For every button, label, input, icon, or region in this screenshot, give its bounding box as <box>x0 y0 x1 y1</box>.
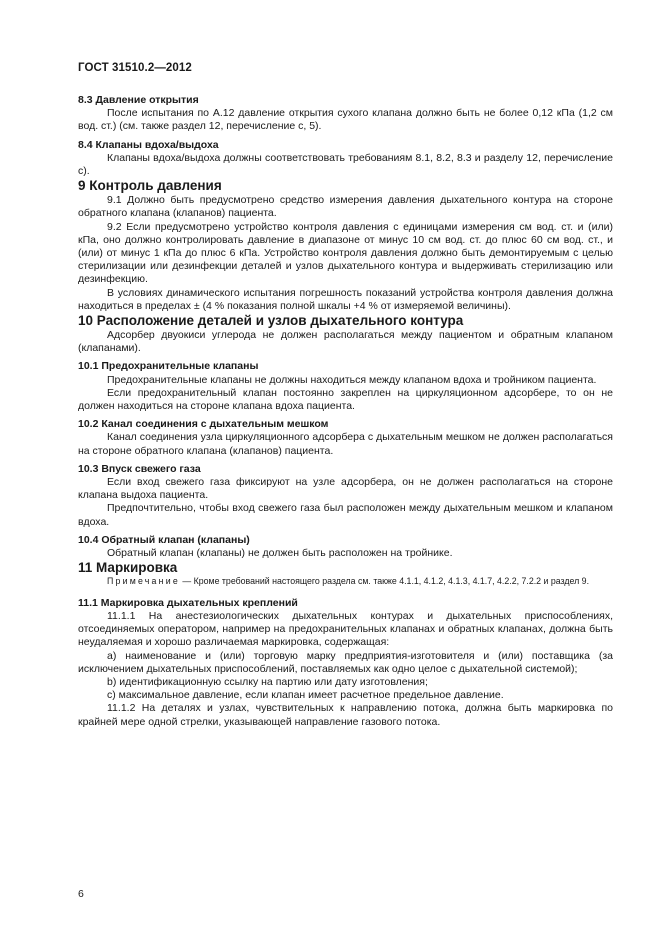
paragraph-10-1-a: Предохранительные клапаны не должны находиться между клапаном вдоха и тройником пациента. <box>107 373 597 386</box>
paragraph-9-2: 9.2 Если предусмотрено устройство контроля давления с единицами измерения см вод. ст. и (или) кПа, оно должно контролировать давление в диапазоне от минус 10 см вод. ст. до плюс 60 см вод. ст., и (или) от минус 1 кПа до плюс 6 кПа. Устройство контроля давления должно быть демонтируемым с целью стерилизации или дезинфекции деталей и узлов дыхательного контура и выдерживать стерилизацию или дезинфекцию. <box>78 220 613 286</box>
document-body <box>78 94 613 729</box>
note-11 <box>78 576 613 588</box>
section-10-title: 10 Расположение деталей и узлов дыхательного контура <box>78 313 464 329</box>
note-text: — Кроме требований настоящего раздела см. также 4.1.1, 4.1.2, 4.1.3, 4.1.7, 4.2.2, 7.2.2 и раздел 9. <box>179 576 590 587</box>
subsection-10-4-title: 10.4 Обратный клапан (клапаны) <box>78 533 250 546</box>
paragraph-8-4: Клапаны вдоха/выдоха должны соответствовать требованиям 8.1, 8.2, 8.3 и разделу 12, перечисление с). <box>78 151 613 178</box>
note-label: Примечание <box>107 576 180 587</box>
section-11-title: 11 Маркировка <box>78 560 178 576</box>
paragraph-10-3-b: Предпочтительно, чтобы вход свежего газа был расположен между дыхательным мешком и клапаном вдоха. <box>78 502 613 528</box>
list-item-a: а) наименование и (или) торговую марку предприятия-изготовителя и (или) поставщика (за исключением дыхательных приспособлений, поставляемых как одно целое с дыхательной системой); <box>78 649 613 675</box>
paragraph-11-1-2: 11.1.2 На деталях и узлах, чувствительных к направлению потока, должна быть маркировка по крайней мере одной стрелки, указывающей направление газового потока. <box>78 702 613 728</box>
document-header: ГОСТ 31510.2—2012 <box>78 62 192 74</box>
subsection-10-3-title: 10.3 Впуск свежего газа <box>78 462 201 475</box>
list-item-b: b) идентификационную ссылку на партию или дату изготовления; <box>107 676 428 689</box>
list-item-c: с) максимальное давление, если клапан имеет расчетное предельное давление. <box>107 689 504 702</box>
paragraph-10-1-b: Если предохранительный клапан постоянно закреплен на циркуляционном адсорбере, то он не должен находиться на стороне клапана вдоха пациента. <box>78 386 613 413</box>
section-9-title: 9 Контроль давления <box>78 178 222 194</box>
subsection-10-2-title: 10.2 Канал соединения с дыхательным мешком <box>78 418 329 431</box>
paragraph-11-1-1: 11.1.1 На анестезиологических дыхательных контурах и дыхательных приспособлениях, отсоединяемых оператором, например на предохранительных клапанах и обратных клапанах, должна быть неудаляемая и хорошо различаемая маркировка, содержащая: <box>78 610 613 649</box>
paragraph-9-3: В условиях динамического испытания погрешность показаний устройства контроля давления должна находиться в пределах ± (4 % показания полной шкалы +4 % от измеряемой величины). <box>78 286 613 312</box>
subsection-8-4-title: 8.4 Клапаны вдоха/выдоха <box>78 138 219 151</box>
subsection-11-1-title: 11.1 Маркировка дыхательных креплений <box>78 596 298 609</box>
paragraph-10-intro: Адсорбер двуокиси углерода не должен располагаться между пациентом и обратным клапаном (клапанами). <box>78 329 613 355</box>
paragraph-8-3: После испытания по А.12 давление открытия сухого клапана должно быть не более 0,12 кПа (1,2 см вод. ст.) (см. также раздел 12, перечисление с, 5). <box>78 107 613 133</box>
paragraph-10-2: Канал соединения узла циркуляционного адсорбера с дыхательным мешком не должен располагаться на стороне обратного клапана (клапанов) пациента. <box>78 431 613 457</box>
paragraph-9-1: 9.1 Должно быть предусмотрено средство измерения давления дыхательного контура на стороне обратного клапана (клапанов) пациента. <box>78 194 613 220</box>
page-number: 6 <box>78 888 84 900</box>
subsection-10-1-title: 10.1 Предохранительные клапаны <box>78 360 259 373</box>
subsection-8-3-title: 8.3 Давление открытия <box>78 94 199 106</box>
paragraph-10-4: Обратный клапан (клапаны) не должен быть расположен на тройнике. <box>107 547 453 560</box>
paragraph-10-3-a: Если вход свежего газа фиксируют на узле адсорбера, он не должен располагаться на стороне клапана выдоха пациента. <box>78 476 613 502</box>
